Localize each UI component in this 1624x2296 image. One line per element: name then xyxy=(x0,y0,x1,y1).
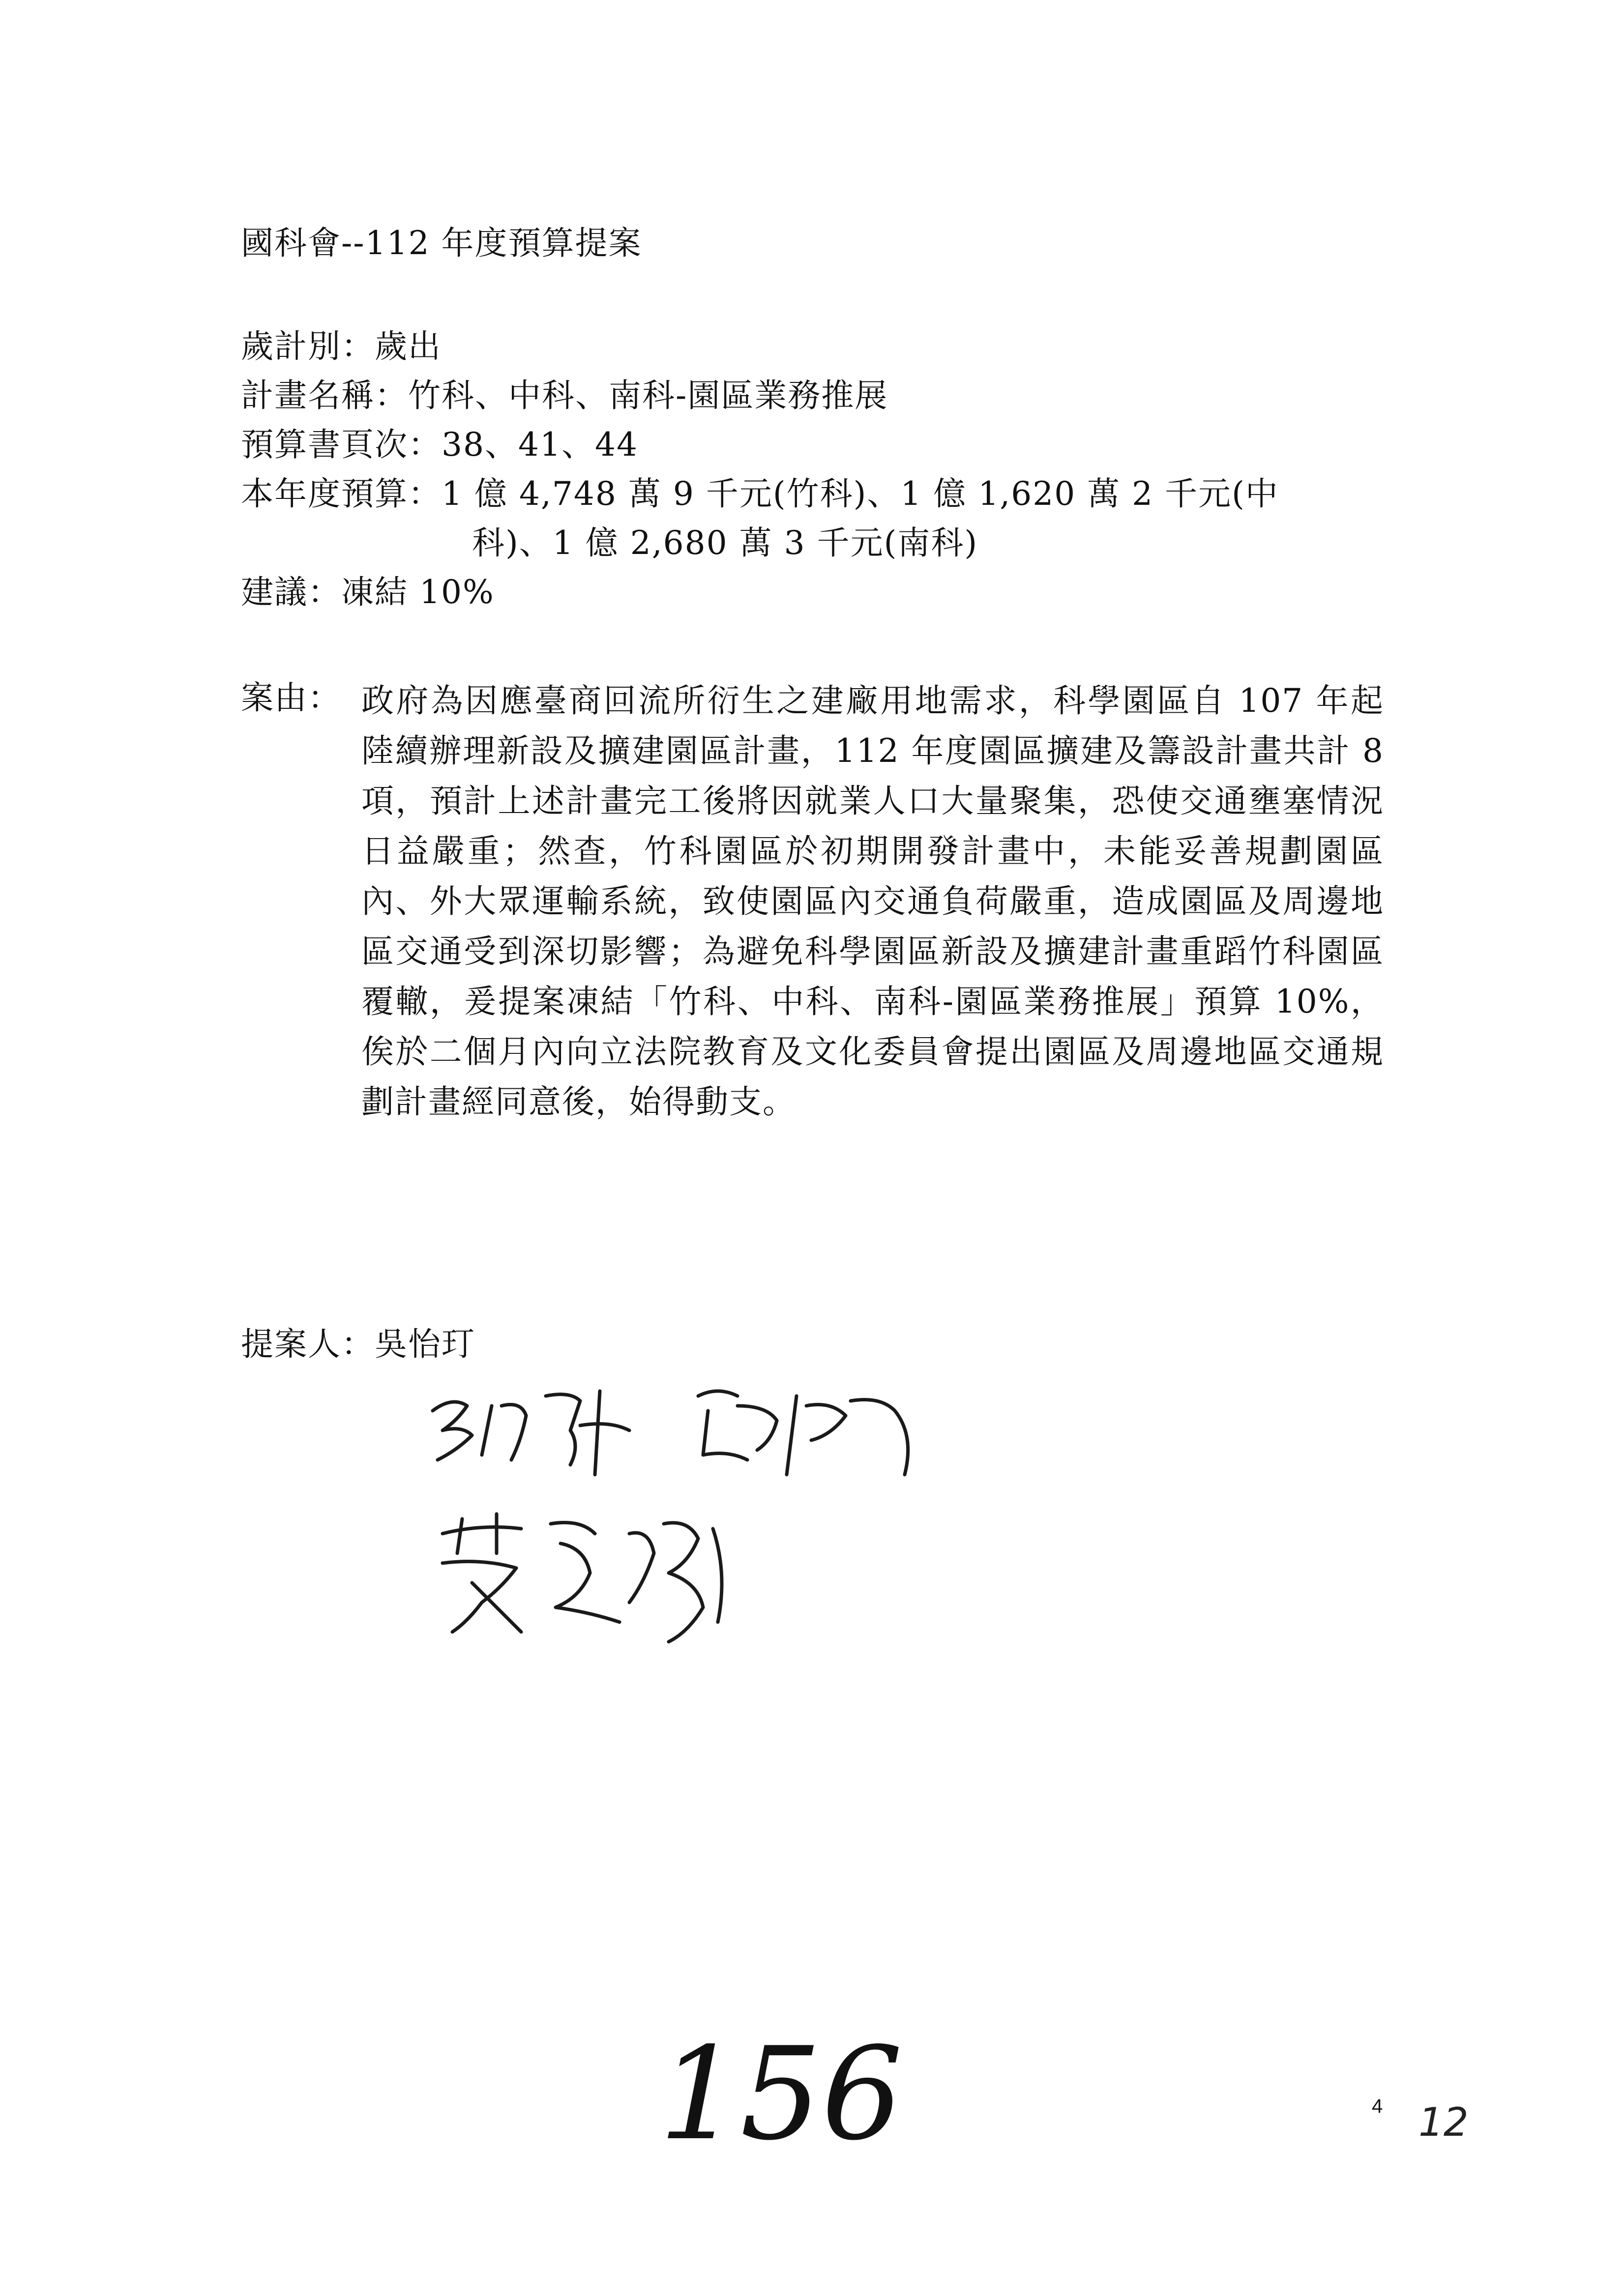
field-fiscal-category xyxy=(241,324,442,369)
field-label: 預算書頁次： xyxy=(241,426,442,464)
field-value: 歲出 xyxy=(375,327,442,365)
corner-mark xyxy=(1416,2094,1475,2148)
signature-drawing xyxy=(423,1376,1160,1696)
handwritten-number xyxy=(639,2015,944,2182)
field-label: 歲計別： xyxy=(241,327,375,365)
page-number: 4 xyxy=(1372,2095,1383,2117)
corner-mark-text: 12 xyxy=(1418,2099,1469,2145)
field-plan-name xyxy=(241,374,888,418)
field-value: 1 億 4,748 萬 9 千元(竹科)、1 億 1,620 萬 2 千元(中 xyxy=(442,475,1279,513)
field-label: 建議： xyxy=(241,573,341,611)
handwritten-number-drawing xyxy=(639,2015,944,2182)
field-annual-budget xyxy=(241,472,1279,516)
corner-mark-drawing xyxy=(1416,2094,1475,2148)
field-value: 竹科、中科、南科-園區業務推展 xyxy=(408,377,888,414)
field-value: 38、41、44 xyxy=(442,426,638,464)
proposer xyxy=(241,1322,475,1366)
field-suggestion xyxy=(241,570,495,614)
field-budget-pages xyxy=(241,423,638,467)
proposer-label: 提案人： xyxy=(241,1325,375,1363)
field-label: 本年度預算： xyxy=(241,475,442,513)
field-label: 計畫名稱： xyxy=(241,377,408,414)
document-title: 國科會--112 年度預算提案 xyxy=(241,224,642,262)
proposer-name: 吳怡玎 xyxy=(375,1325,475,1363)
handwritten-number-text: 156 xyxy=(659,2020,903,2169)
reason-text: 政府為因應臺商回流所衍生之建廠用地需求，科學園區自 107 年起陸續辦理新設及擴建園區計畫，112 年度園區擴建及籌設計畫共計 8 項，預計上述計畫完工後將因就業人口大量聚集，恐使交通壅塞情況日益嚴重；然查，竹科園區於初期開發計畫中，未能妥善規劃園區內、外大眾運輸系統，致使園區內交通負荷嚴重，造成園區及周邊地區交通受到深切影響；為避免科學園區新設及擴建計畫重蹈竹科園區覆轍，爰提案凍結「竹科、中科、南科-園區業務推展」預算 10%，俟於二個月內向立法院教育及文化委員會提出園區及周邊地區交通規劃計畫經同意後，始得動支。 xyxy=(361,682,1384,1121)
field-annual-budget-continuation: 科)、1 億 2,680 萬 3 千元(南科) xyxy=(472,524,978,562)
field-value: 凍結 10% xyxy=(341,573,495,611)
reason-label: 案由： xyxy=(241,679,341,717)
handwritten-signatures xyxy=(423,1376,1160,1696)
